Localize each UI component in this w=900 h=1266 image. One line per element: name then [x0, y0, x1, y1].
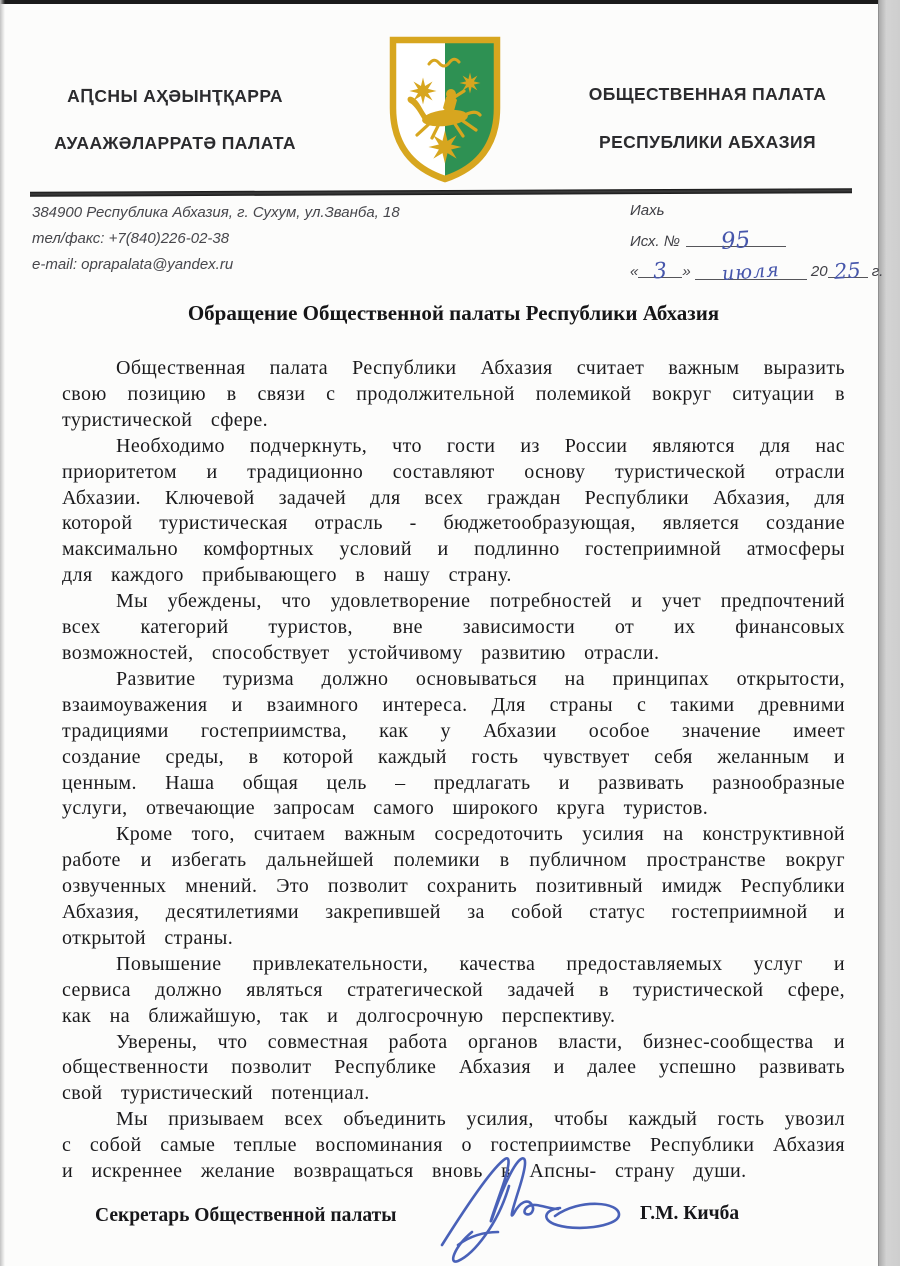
coat-of-arms-icon: [383, 34, 507, 186]
outgoing-number-field: [630, 226, 883, 255]
handwritten-month: июля: [721, 259, 781, 285]
letter-body: [62, 356, 845, 1185]
letter-paragraph: Развитие туризма должно основываться на принципах открытости, взаимоуважения и взаимного интереса. Для страны с такими древними традициями гостеприимства, как у Абхазии особое значение имеет создание среды, в которой каждый гость чувствует себя желанным и ценным. Наша общая цель – предлагать и развивать разнообразные услуги, отвечающие запросам самого широкого круга туристов.: [62, 667, 845, 820]
letter-paragraph: Кроме того, считаем важным сосредоточить усилия на конструктивной работе и избегать дальнейшей полемики в публичном пространстве вокруг озвученных мнений. Это позволит сохранить позитивный имидж Республики Абхазия, десятилетиями закрепившей за собой статус гостеприимной и открытой страны.: [62, 823, 845, 949]
handwritten-outgoing-number: 95: [720, 227, 752, 255]
signatory-name: Г.М. Кичба: [640, 1203, 740, 1224]
org-russian-line1: ОБЩЕСТВЕННАЯ ПАЛАТА: [588, 84, 827, 104]
contact-info: [32, 204, 400, 282]
letter-paragraph: Мы убеждены, что удовлетворение потребностей и учет предпочтений всех категорий туристов, вне зависимости от их финансовых возможностей, способствует устойчивому развитию отрасли.: [62, 590, 845, 664]
letter-paragraph: Необходимо подчеркнуть, что гости из России являются для нас приоритетом и традиционно составляют основу туристической отрасли Абхазии. Ключевой задачей для всех граждан Республики Абхазия, для которой туристическая отрасль - бюджетообразующая, является создание максимально комфортных условий и подлинно гостеприимной атмосферы для каждого прибывающего в нашу страну.: [62, 434, 845, 587]
phone-line: тел/факс: +7(840)226-02-38: [32, 230, 230, 247]
date-field: [630, 257, 884, 285]
signatory-role: Секретарь Общественной палаты: [95, 1205, 397, 1226]
letter-paragraph: Уверены, что совместная работа органов власти, бизнес-сообщества и общественности позволит Республике Абхазия и далее успешно развивать свой туристический потенциал.: [62, 1030, 845, 1105]
scan-edge-left: [0, 0, 5, 1266]
org-abkhaz-line1: АԤСНЫ АҲӘЫНҬҚАРРА: [67, 86, 283, 106]
date-month-blank: [695, 259, 807, 285]
date-close-quote: »: [682, 263, 691, 280]
letter-paragraph: Мы призываем всех объединить усилия, чтобы каждый гость увозил с собой самые теплые воспоминания о гостеприимстве Республики Абхазия и искреннее желание возвращаться вновь в Апсны- страну души.: [62, 1108, 845, 1183]
date-suffix: г.: [871, 263, 884, 280]
email-line: e-mail: oprapalata@yandex.ru: [32, 256, 234, 273]
outgoing-number-blank: [686, 226, 786, 255]
letter-title: Обращение Общественной палаты Республики Абхазия: [187, 301, 720, 325]
org-abkhaz-line2: АУААЖӘЛАРРАТӘ ПАЛАТА: [54, 133, 296, 153]
handwritten-day: 3: [652, 258, 669, 285]
recipient-field: Иахь: [630, 202, 665, 219]
address-line: 384900 Республика Абхазия, г. Сухум, ул.Званба, 18: [32, 204, 400, 221]
handwritten-year: 25: [833, 258, 862, 284]
org-name-abkhaz: [30, 86, 320, 154]
date-year-blank: [828, 257, 868, 284]
letter-paragraph: Общественная палата Республики Абхазия считает важным выразить свою позицию в связи с продолжительной полемикой вокруг ситуации в туристической сфере.: [62, 357, 845, 431]
scan-edge-right: [878, 0, 900, 1266]
letter-paragraph: Повышение привлекательности, качества предоставляемых услуг и сервиса должно являться стратегической задачей в туристической сфере, как на ближайшую, так и долгосрочную перспективу.: [62, 952, 845, 1027]
org-russian-line2: РЕСПУБЛИКИ АБХАЗИЯ: [599, 132, 816, 152]
org-name-russian: [565, 84, 850, 153]
separator-rule: [30, 188, 852, 197]
outgoing-number-label: Исх. №: [630, 233, 680, 250]
date-century: 20: [810, 263, 828, 280]
reference-block: [630, 202, 883, 287]
date-day-blank: [638, 257, 682, 285]
date-open-quote: «: [630, 263, 639, 280]
scan-edge-top: [0, 0, 881, 4]
signature-icon: [412, 1148, 644, 1266]
